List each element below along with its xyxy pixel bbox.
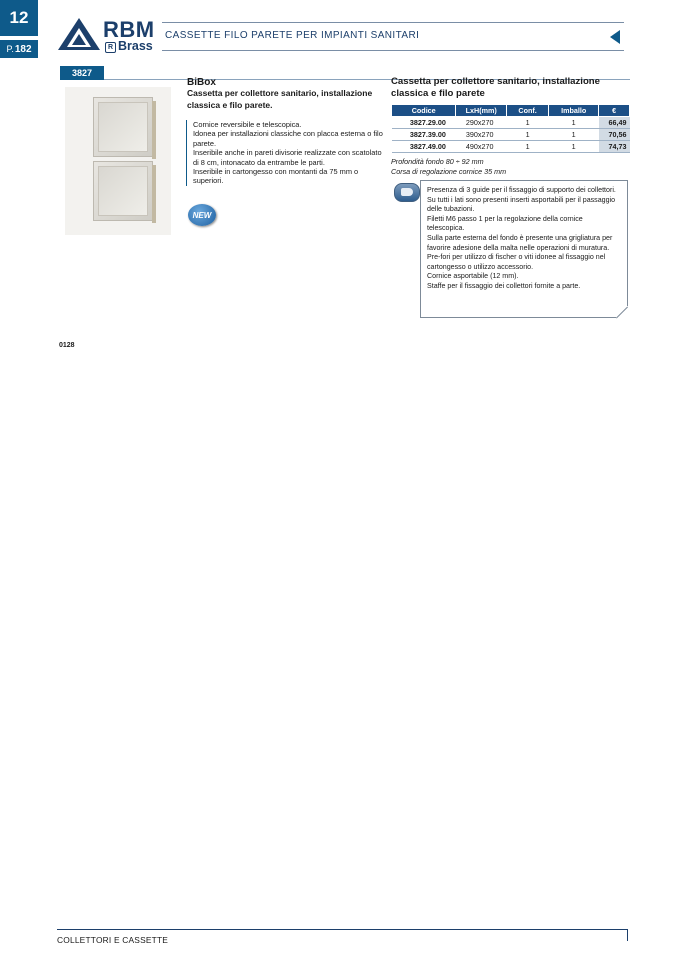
- cell-packaging: 1: [549, 129, 599, 141]
- cell-conf: 1: [507, 117, 549, 129]
- page-number: 182: [14, 43, 32, 55]
- note-adjustment: Corsa di regolazione cornice 35 mm: [391, 166, 507, 176]
- cell-conf: 1: [507, 129, 549, 141]
- section-title: CASSETTE FILO PARETE PER IMPIANTI SANITARI: [165, 30, 420, 41]
- chapter-number-tab: 12: [0, 0, 38, 36]
- feature-item: Inseribile in cartongesso con montanti da 75 mm o superiori.: [193, 167, 359, 186]
- new-badge: NEW: [188, 204, 216, 226]
- feature-item: Inseribile anche in pareti divisorie realizzate con scatolato di 8 cm, intonacato da entrambe le parti.: [193, 148, 382, 167]
- feature-list: [186, 120, 383, 186]
- box-image-top: [93, 97, 153, 157]
- back-arrow-icon[interactable]: [610, 30, 620, 44]
- info-line: Filetti M6 passo 1 per la regolazione della cornice telescopica.: [427, 214, 583, 233]
- table-title: Cassetta per collettore sanitario, installazione classica e filo parete: [391, 76, 600, 99]
- cell-price: 66,49: [599, 117, 630, 129]
- cell-size: 390x270: [456, 129, 507, 141]
- feature-item: Cornice reversibile e telescopica.: [193, 120, 302, 129]
- cell-conf: 1: [507, 141, 549, 153]
- info-box: [420, 180, 628, 318]
- cell-code: 3827.39.00: [392, 129, 456, 141]
- section-header: [162, 22, 624, 51]
- page-reference: [0, 40, 38, 58]
- brand-sub-label: Brass: [118, 39, 153, 53]
- product-name: BiBox: [187, 77, 216, 88]
- product-code-tab: 3827: [60, 66, 104, 80]
- cell-price: 70,56: [599, 129, 630, 141]
- brand-logo: [57, 17, 157, 53]
- table-header-row: [392, 105, 630, 117]
- table-row: [392, 117, 630, 129]
- feature-item: Idonea per installazioni classiche con placca esterna o filo parete.: [193, 129, 383, 148]
- box-image-bottom: [93, 161, 153, 221]
- info-line: Staffe per il fissaggio dei collettori fornite a parte.: [427, 281, 581, 290]
- info-line: Presenza di 3 guide per il fissaggio di supporto dei collettori.: [427, 186, 616, 194]
- table-row: [392, 141, 630, 153]
- cell-size: 490x270: [456, 141, 507, 153]
- registered-mark: R: [105, 42, 116, 53]
- triangle-logo-icon: [57, 17, 101, 51]
- page-prefix: P.: [6, 44, 14, 54]
- footer-divider: [57, 929, 627, 930]
- pointing-hand-icon: [394, 183, 420, 202]
- cell-size: 290x270: [456, 117, 507, 129]
- column-header: €: [599, 105, 630, 117]
- footer-tick: [627, 929, 628, 941]
- column-header: Conf.: [507, 105, 549, 117]
- table-row: [392, 129, 630, 141]
- document-code: 0128: [59, 342, 75, 349]
- column-header: Imballo: [549, 105, 599, 117]
- product-image: [65, 87, 171, 235]
- price-table: [391, 104, 630, 153]
- product-description: Cassetta per collettore sanitario, installazione classica e filo parete.: [187, 88, 373, 110]
- cell-code: 3827.29.00: [392, 117, 456, 129]
- footer-section-title: COLLETTORI E CASSETTE: [57, 935, 169, 945]
- info-line: Pre-fori per utilizzo di fischer o viti idonee al fissaggio nel cartongesso o utilizzo accessorio.: [427, 253, 606, 271]
- brand-name: RBM: [103, 17, 155, 42]
- column-header: Codice: [392, 105, 456, 117]
- table-notes: [391, 157, 506, 176]
- brand-subname: [105, 39, 153, 53]
- info-line: Su tutti i lati sono presenti inserti asportabili per il passaggio delle tubazioni.: [427, 195, 616, 214]
- cell-code: 3827.49.00: [392, 141, 456, 153]
- note-depth: Profondità fondo 80 ÷ 92 mm: [391, 157, 484, 166]
- cell-packaging: 1: [549, 117, 599, 129]
- column-header: LxH(mm): [456, 105, 507, 117]
- info-line: Cornice asportabile (12 mm).: [427, 272, 519, 281]
- info-line: Sulla parte esterna del fondo è presente una grigliatura per favorire adesione della malta nelle operazioni di muratura.: [427, 233, 613, 252]
- cell-price: 74,73: [599, 141, 630, 153]
- cell-packaging: 1: [549, 141, 599, 153]
